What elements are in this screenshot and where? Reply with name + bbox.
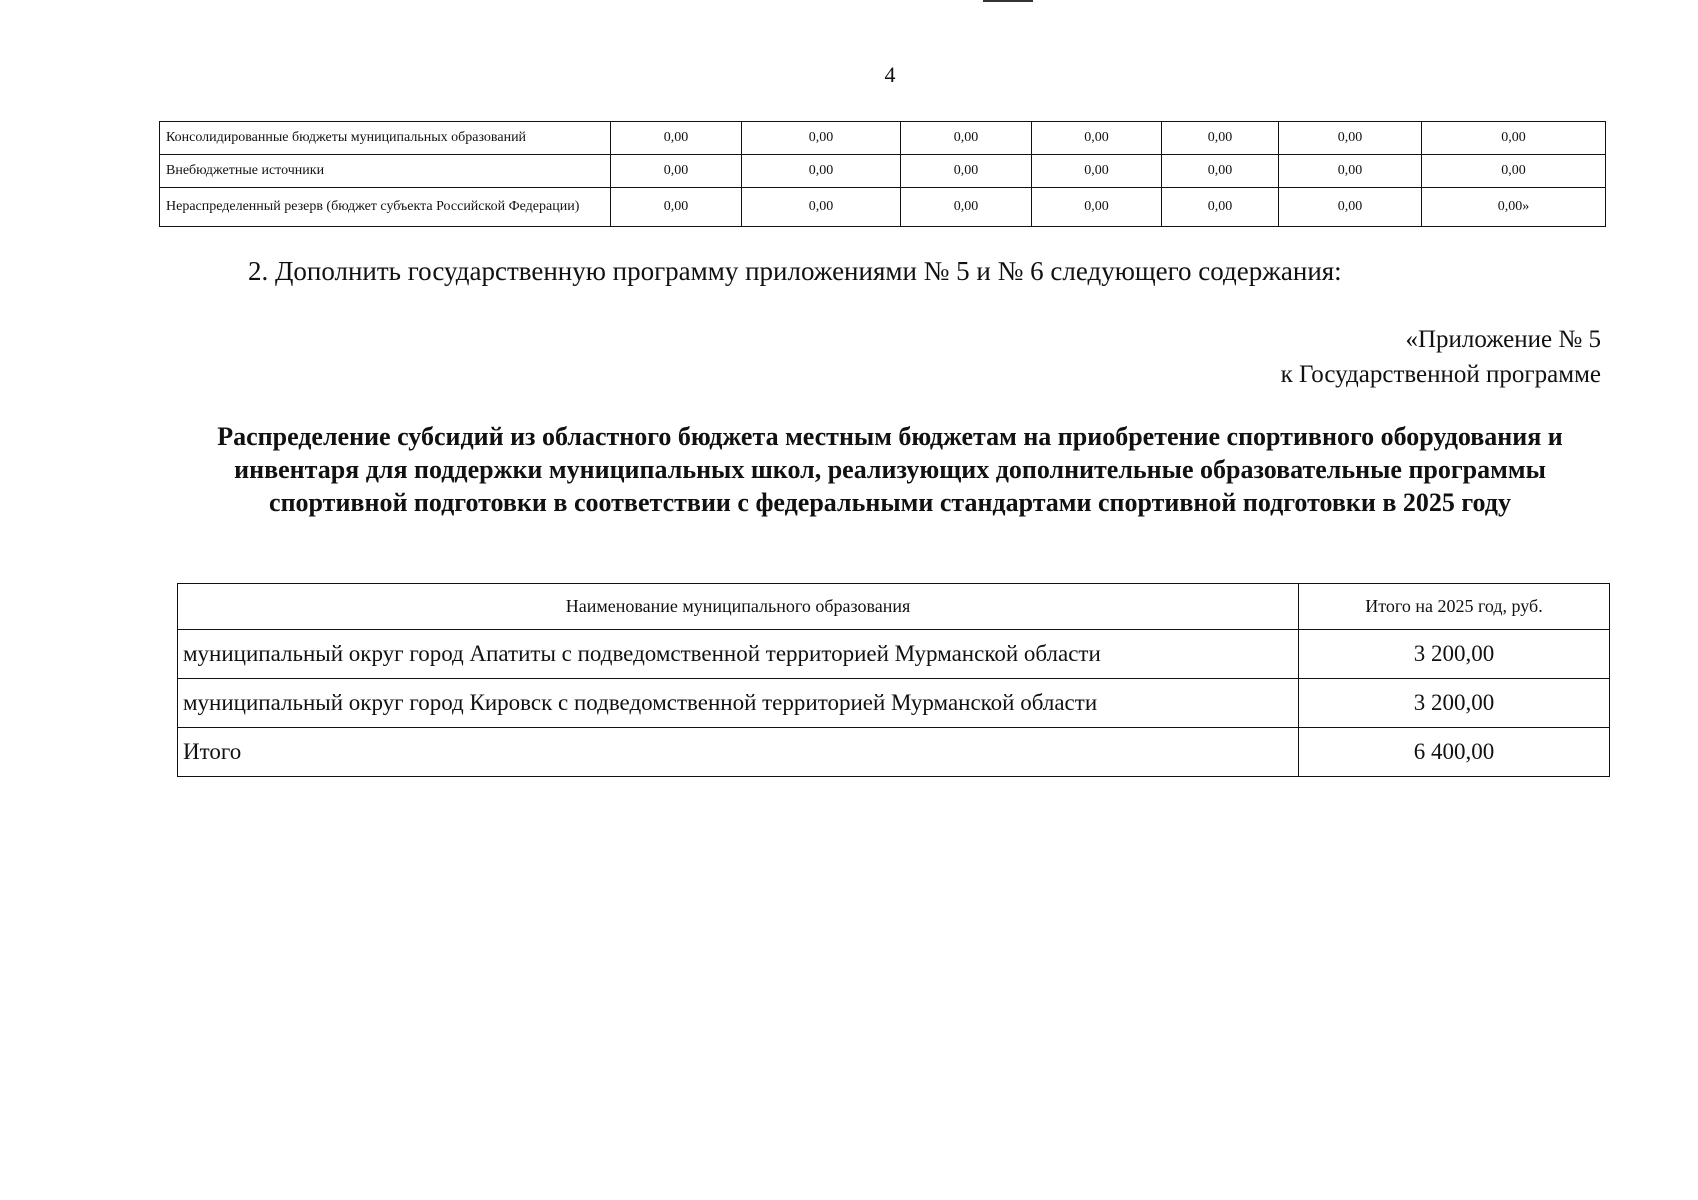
appendix-line-1: «Приложение № 5	[1405, 326, 1601, 353]
amendment-paragraph: 2. Дополнить государственную программу приложениями № 5 и № 6 следующего содержания:	[248, 256, 1342, 286]
table-cell: 0,00	[1162, 122, 1279, 155]
municipality-name: муниципальный округ город Апатиты с подведомственной территорией Мурманской области	[178, 630, 1299, 679]
subsidy-distribution-table	[177, 583, 1610, 777]
table-cell: 0,00	[901, 188, 1032, 227]
table-cell: 0,00	[901, 155, 1032, 188]
amount-cell: 3 200,00	[1299, 679, 1610, 728]
table-cell: 0,00	[742, 188, 901, 227]
table-row	[160, 155, 1606, 188]
row-label: Консолидированные бюджеты муниципальных образований	[160, 122, 611, 155]
table-cell: 0,00	[1422, 155, 1606, 188]
budget-sources-table	[159, 121, 1606, 227]
table-cell: 0,00	[1279, 155, 1422, 188]
amount-cell: 3 200,00	[1299, 630, 1610, 679]
total-label: Итого	[178, 728, 1299, 777]
table-cell: 0,00	[742, 122, 901, 155]
row-label: Внебюджетные источники	[160, 155, 611, 188]
table-cell: 0,00	[1032, 188, 1162, 227]
table-row	[160, 188, 1606, 227]
table-row	[178, 679, 1610, 728]
total-row	[178, 728, 1610, 777]
table-header-row	[178, 584, 1610, 630]
table-cell: 0,00	[1422, 122, 1606, 155]
table-cell: 0,00	[1279, 122, 1422, 155]
table-row	[178, 630, 1610, 679]
appendix-reference	[1281, 322, 1601, 392]
document-title: Распределение субсидий из областного бюджета местным бюджетам на приобретение спортивного оборудования и инвентаря для поддержки муниципальных школ, реализующих дополнительные образовательные программы спортивной подготовки в соответствии с федеральными стандартами спортивной подготовки в 2025 году	[217, 422, 1563, 517]
top-edge-mark	[983, 0, 1033, 2]
table-cell: 0,00	[901, 122, 1032, 155]
table-cell: 0,00	[1162, 155, 1279, 188]
table-cell: 0,00	[611, 188, 742, 227]
table-row	[160, 122, 1606, 155]
table-cell: 0,00	[611, 155, 742, 188]
row-label: Нераспределенный резерв (бюджет субъекта Российской Федерации)	[160, 188, 611, 227]
municipality-name: муниципальный округ город Кировск с подведомственной территорией Мурманской области	[178, 679, 1299, 728]
table-cell: 0,00	[1032, 122, 1162, 155]
column-header-municipality: Наименование муниципального образования	[178, 584, 1299, 630]
table-cell: 0,00	[1162, 188, 1279, 227]
table-cell: 0,00	[742, 155, 901, 188]
page-number: 4	[884, 62, 896, 87]
table-cell: 0,00»	[1422, 188, 1606, 227]
appendix-line-2: к Государственной программе	[1280, 361, 1601, 388]
table-cell: 0,00	[611, 122, 742, 155]
table-cell: 0,00	[1279, 188, 1422, 227]
table-cell: 0,00	[1032, 155, 1162, 188]
total-amount: 6 400,00	[1299, 728, 1610, 777]
column-header-total: Итого на 2025 год, руб.	[1299, 584, 1610, 630]
